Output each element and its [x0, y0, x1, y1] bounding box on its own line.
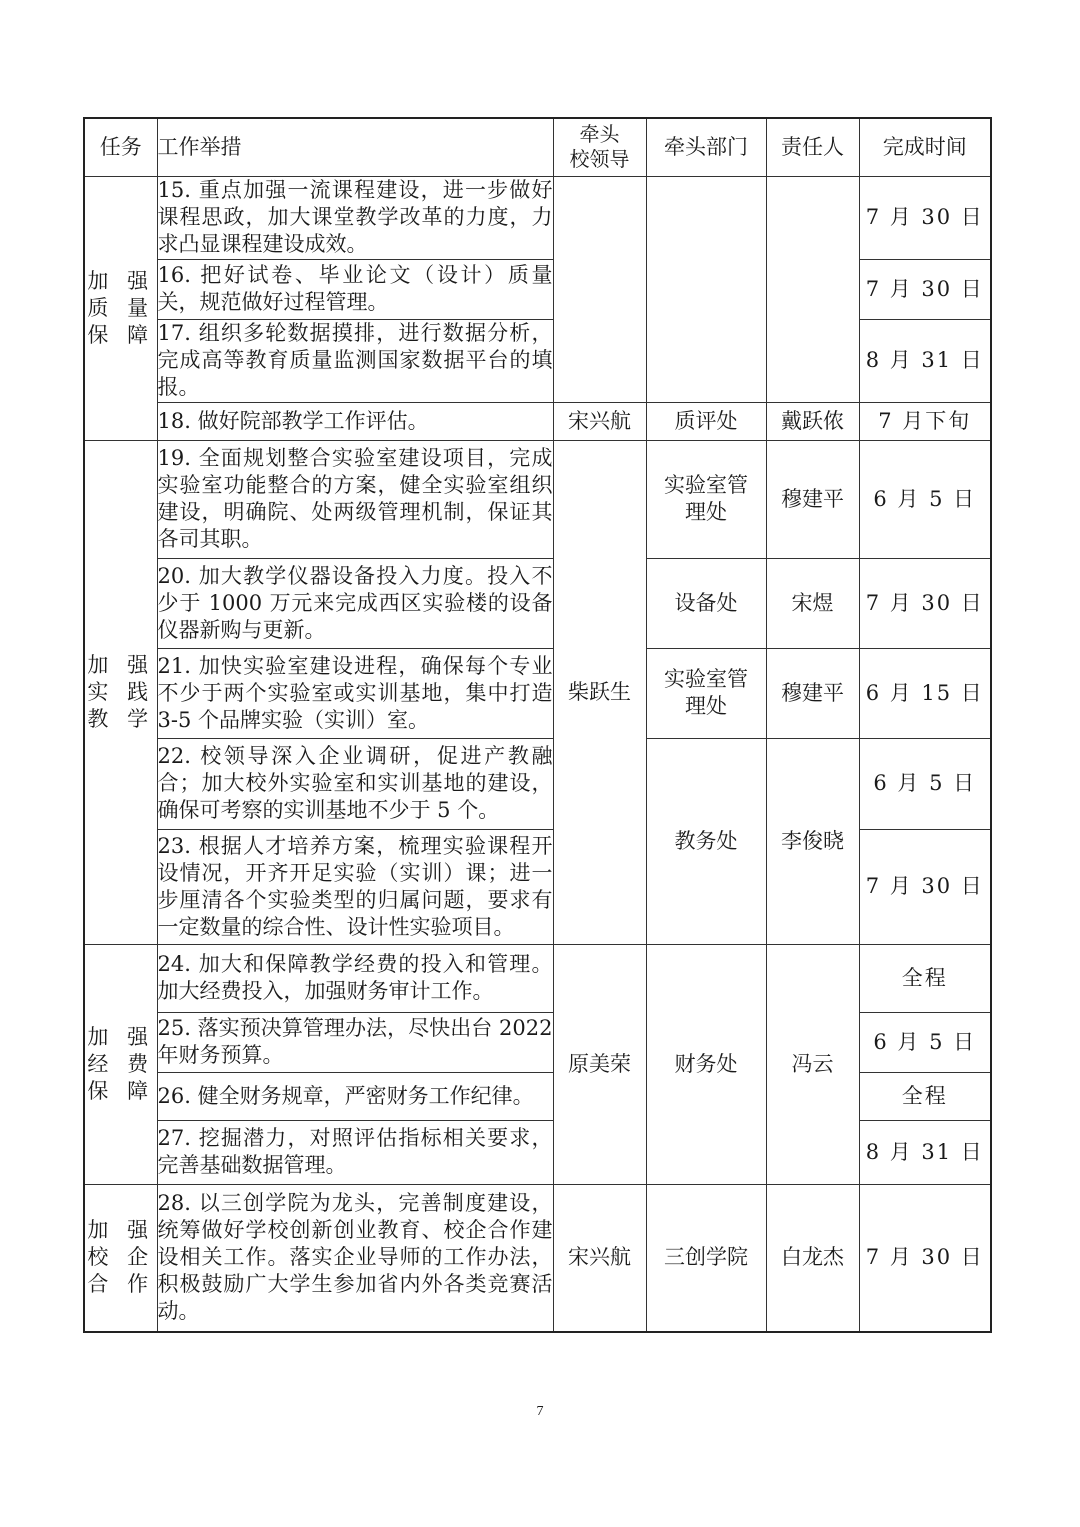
header-dept: 牵头部门	[646, 118, 766, 176]
dept-18: 质评处	[646, 402, 766, 440]
deadline-22: 6 月 5 日	[859, 738, 991, 829]
dept-20: 设备处	[646, 558, 766, 648]
measure-20: 20. 加大教学仪器设备投入力度。投入不少于 1000 万元来完成西区实验楼的设备仪器新购与更新。	[157, 558, 553, 648]
person-cell-empty	[766, 176, 859, 402]
task-cell-funding: 加 强 经 费 保 障	[84, 944, 157, 1184]
deadline-19: 6 月 5 日	[859, 440, 991, 558]
dept-19: 实验室管理处	[646, 440, 766, 558]
header-leader: 牵头 校领导	[553, 118, 646, 176]
person-19: 穆建平	[766, 440, 859, 558]
leader-cell-empty	[553, 176, 646, 402]
person-20: 宋煜	[766, 558, 859, 648]
table-row	[84, 440, 991, 558]
measure-27: 27. 挖掘潜力，对照评估指标相关要求，完善基础数据管理。	[157, 1120, 553, 1184]
measure-28: 28. 以三创学院为龙头，完善制度建设，统筹做好学校创新创业教育、校企合作建设相关工作。落实企业导师的工作办法，积极鼓励广大学生参加省内外各类竞赛活动。	[157, 1184, 553, 1332]
person-21: 穆建平	[766, 648, 859, 738]
measure-15: 15. 重点加强一流课程建设，进一步做好课程思政，加大课堂教学改革的力度，力求凸显课程建设成效。	[157, 176, 553, 259]
table-row	[84, 1184, 991, 1332]
leader-practice: 柴跃生	[553, 440, 646, 944]
task-cell-enterprise: 加 强 校 企 合 作	[84, 1184, 157, 1332]
deadline-24: 全程	[859, 944, 991, 1012]
table-row	[84, 558, 991, 648]
table-row	[84, 176, 991, 259]
work-plan-table	[83, 117, 992, 1333]
measure-19: 19. 全面规划整合实验室建设项目，完成实验室功能整合的方案，健全实验室组织建设，明确院、处两级管理机制，保证其各司其职。	[157, 440, 553, 558]
deadline-15: 7 月 30 日	[859, 176, 991, 259]
measure-22: 22. 校领导深入企业调研，促进产教融合；加大校外实验室和实训基地的建设，确保可考察的实训基地不少于 5 个。	[157, 738, 553, 829]
deadline-20: 7 月 30 日	[859, 558, 991, 648]
deadline-25: 6 月 5 日	[859, 1012, 991, 1072]
dept-21: 实验室管理处	[646, 648, 766, 738]
measure-23: 23. 根据人才培养方案，梳理实验课程开设情况，开齐开足实验（实训）课；进一步厘清各个实验类型的归属问题，要求有一定数量的综合性、设计性实验项目。	[157, 829, 553, 944]
measure-16: 16. 把好试卷、毕业论文（设计）质量关，规范做好过程管理。	[157, 259, 553, 319]
deadline-16: 7 月 30 日	[859, 259, 991, 319]
header-measures: 工作举措	[157, 118, 553, 176]
table-row	[84, 648, 991, 738]
task-cell-practice: 加 强 实 践 教 学	[84, 440, 157, 944]
table-header-row	[84, 118, 991, 176]
leader-18: 宋兴航	[553, 402, 646, 440]
table-row	[84, 944, 991, 1012]
dept-cell-empty	[646, 176, 766, 402]
measure-24: 24. 加大和保障教学经费的投入和管理。加大经费投入，加强财务审计工作。	[157, 944, 553, 1012]
deadline-21: 6 月 15 日	[859, 648, 991, 738]
measure-17: 17. 组织多轮数据摸排，进行数据分析，完成高等教育质量监测国家数据平台的填报。	[157, 319, 553, 402]
deadline-26: 全程	[859, 1072, 991, 1120]
person-28: 白龙杰	[766, 1184, 859, 1332]
table-row	[84, 402, 991, 440]
dept-28: 三创学院	[646, 1184, 766, 1332]
deadline-23: 7 月 30 日	[859, 829, 991, 944]
header-task: 任务	[84, 118, 157, 176]
deadline-28: 7 月 30 日	[859, 1184, 991, 1332]
measure-25: 25. 落实预决算管理办法，尽快出台 2022 年财务预算。	[157, 1012, 553, 1072]
leader-28: 宋兴航	[553, 1184, 646, 1332]
person-18: 戴跃侬	[766, 402, 859, 440]
header-deadline: 完成时间	[859, 118, 991, 176]
leader-funding: 原美荣	[553, 944, 646, 1184]
dept-22-23: 教务处	[646, 738, 766, 944]
person-funding: 冯云	[766, 944, 859, 1184]
header-person: 责任人	[766, 118, 859, 176]
task-cell-quality: 加 强 质 量 保 障	[84, 176, 157, 440]
deadline-27: 8 月 31 日	[859, 1120, 991, 1184]
page-number: 7	[536, 1404, 544, 1419]
measure-26: 26. 健全财务规章，严密财务工作纪律。	[157, 1072, 553, 1120]
deadline-18: 7 月下旬	[859, 402, 991, 440]
deadline-17: 8 月 31 日	[859, 319, 991, 402]
person-22-23: 李俊晓	[766, 738, 859, 944]
measure-18: 18. 做好院部教学工作评估。	[157, 402, 553, 440]
dept-funding: 财务处	[646, 944, 766, 1184]
table-row	[84, 738, 991, 829]
measure-21: 21. 加快实验室建设进程，确保每个专业不少于两个实验室或实训基地，集中打造 3-5 个品牌实验（实训）室。	[157, 648, 553, 738]
